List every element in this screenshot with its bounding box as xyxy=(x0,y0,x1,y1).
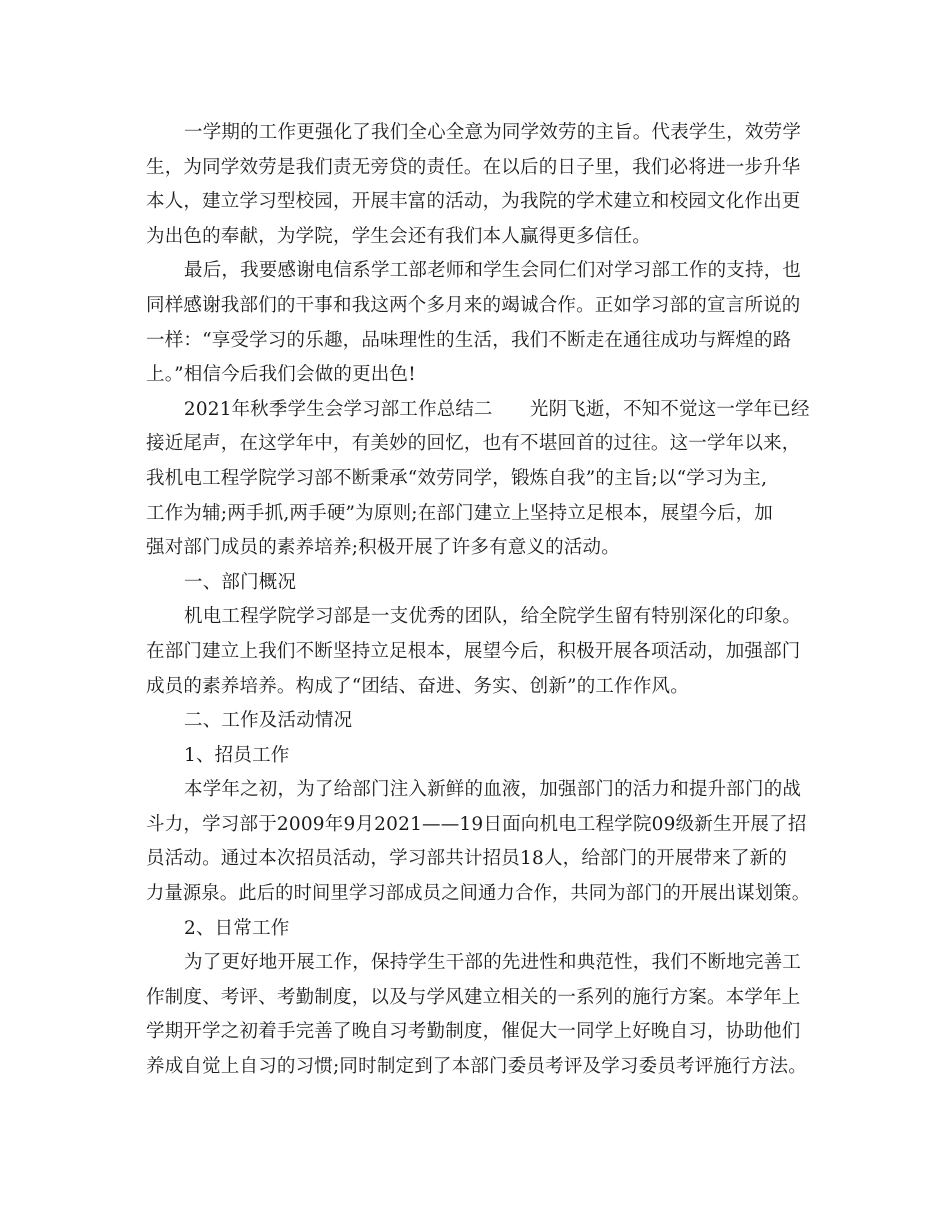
text-line: 作制度、考评、考勤制度，以及与学风建立相关的一系列的施行方案。本学年上 xyxy=(146,986,801,1008)
text-line: 为了更好地开展工作，保持学生干部的先进性和典范性，我们不断地完善工 xyxy=(184,952,802,974)
text-line: 二、工作及活动情况 xyxy=(184,710,353,732)
text-line: 强对部门成员的素养培养;积极开展了许多有意义的活动。 xyxy=(146,537,620,559)
text-line: 工作为辅;两手抓,两手硬”为原则;在部门建立上坚持立足根本，展望今后，加 xyxy=(146,502,774,524)
text-line: 最后，我要感谢电信系学工部老师和学生会同仁们对学习部工作的支持，也 xyxy=(184,260,802,282)
text-line: 1、招员工作 xyxy=(184,744,290,766)
text-line: 本学年之初，为了给部门注入新鲜的血液，加强部门的活力和提升部门的战 xyxy=(184,779,802,801)
text-line: 2、日常工作 xyxy=(184,917,290,939)
text-line: 养成自觉上自习的习惯;同时制定到了本部门委员考评及学习委员考评施行方法。 xyxy=(146,1056,807,1078)
text-line: 生，为同学效劳是我们责无旁贷的责任。在以后的日子里，我们必将进一步升华 xyxy=(146,156,801,178)
text-line: 接近尾声，在这学年中，有美妙的回忆，也有不堪回首的过往。这一学年以来， xyxy=(146,433,801,455)
text-line: 一学期的工作更强化了我们全心全意为同学效劳的主旨。代表学生，效劳学 xyxy=(184,122,802,143)
text-line: 一、部门概况 xyxy=(184,571,297,593)
text-line: 一样：“享受学习的乐趣，品味理性的生活，我们不断走在通往成功与辉煌的路 xyxy=(146,329,792,351)
text-line: 我机电工程学院学习部不断秉承“效劳同学，锻炼自我”的主旨;以“学习为主, xyxy=(146,467,768,489)
text-line: 同样感谢我部们的干事和我这两个多月来的竭诚合作。正如学习部的宣言所说的 xyxy=(146,294,801,316)
text-line: 斗力，学习部于2009年9月2021——19日面向机电工程学院09级新生开展了招 xyxy=(146,813,807,835)
text-line: 本人，建立学习型校园，开展丰富的活动，为我院的学术建立和校园文化作出更 xyxy=(146,191,801,213)
text-line: 2021年秋季学生会学习部工作总结二 光阴飞逝，不知不觉这一学年已经 xyxy=(183,398,810,420)
text-line: 员活动。通过本次招员活动，学习部共计招员18人，给部门的开展带来了新的 xyxy=(146,848,788,870)
text-line: 成员的素养培养。构成了“团结、奋进、务实、创新”的工作作风。 xyxy=(146,675,689,697)
document-body xyxy=(146,116,810,1085)
text-line: 为出色的奉献，为学院，学生会还有我们本人赢得更多信任。 xyxy=(146,225,651,247)
text-line: 力量源泉。此后的时间里学习部成员之间通力合作，共同为部门的开展出谋划策。 xyxy=(146,883,811,905)
text-line: 机电工程学院学习部是一支优秀的团队，给全院学生留有特别深化的印象。 xyxy=(184,606,802,628)
text-line: 上。”相信今后我们会做的更出色! xyxy=(146,364,416,386)
text-line: 在部门建立上我们不断坚持立足根本，展望今后，积极开展各项活动，加强部门 xyxy=(146,640,801,662)
text-line: 学期开学之初着手完善了晚自习考勤制度，催促大一同学上好晚自习，协助他们 xyxy=(146,1021,801,1043)
